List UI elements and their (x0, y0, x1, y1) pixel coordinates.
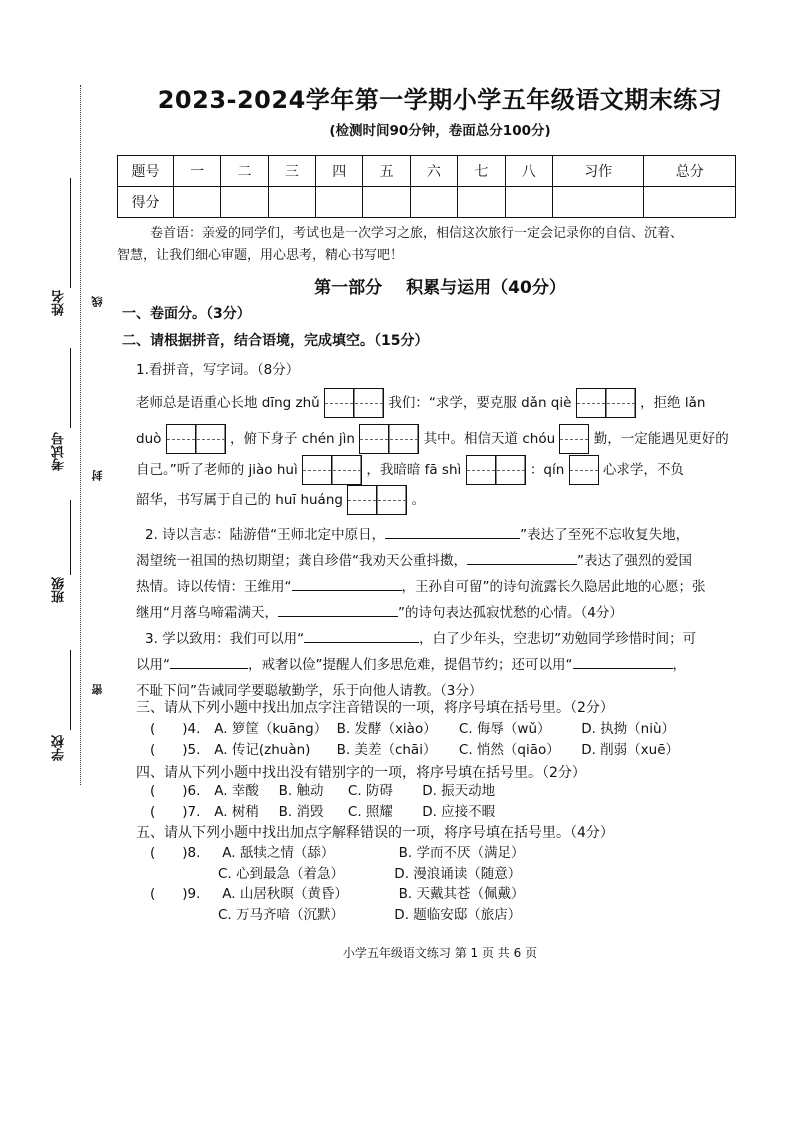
binding-mark-feng: 封 (91, 470, 104, 481)
table-cell: 七 (458, 156, 505, 187)
char-grid-huihuang[interactable] (347, 485, 407, 515)
part-title: 积累与运用（40分） (406, 278, 566, 298)
table-cell: 五 (363, 156, 410, 187)
option-b: B. 天戴其苍（佩戴） (398, 886, 525, 902)
answer-bracket[interactable]: ( )7. (150, 804, 201, 820)
blank-field[interactable] (467, 550, 577, 565)
intro-line-1: 卷首语：亲爱的同学们，考试也是一次学习之旅，相信这次旅行一定会记录你的自信、沉着、 (150, 226, 684, 241)
class-field-line[interactable] (70, 500, 71, 575)
q4-item-7 (150, 800, 495, 824)
pinyin-line-1 (136, 388, 705, 418)
table-cell: 二 (221, 156, 268, 187)
option-d: D. 题临安邸（旅店） (394, 907, 522, 923)
char-grid-chou[interactable] (559, 424, 589, 454)
score-cell[interactable] (268, 187, 315, 218)
text: 我们：“求学，要克服 dǎn qiè (388, 395, 572, 411)
question-5-heading: 五、请从下列小题中找出加点字解释错误的一项，将序号填在括号里。（4分） (136, 825, 614, 841)
text: ”表达了强烈的爱国 (577, 553, 692, 569)
score-cell[interactable] (552, 187, 644, 218)
option-b: B. 学而不厌（满足） (398, 845, 525, 861)
blank-field[interactable] (170, 654, 248, 669)
text: ，拒绝 lǎn (640, 395, 706, 411)
text: 热情。诗以传情：王维用“ (136, 579, 292, 595)
page-footer: 小学五年级语文练习 第 1 页 共 6 页 (342, 946, 538, 960)
text: ”的诗句表达孤寂忧愁的心情。（4分） (398, 605, 623, 621)
blank-field[interactable] (304, 628, 419, 643)
option-b: B. 发酵（xiào） (336, 721, 437, 737)
text: ，我暗暗 fā shì (366, 462, 462, 478)
intro-line-2: 智慧，让我们细心审题，用心思考，精心书写吧！ (117, 248, 404, 263)
option-c: C. 侮辱（wǔ） (458, 721, 551, 737)
score-cell[interactable] (316, 187, 363, 218)
option-d: D. 漫浪诵读（随意） (394, 866, 522, 882)
school-field-line[interactable] (70, 650, 71, 730)
text: 渴望统一祖国的热切期望；龚自珍借“我劝天公重抖擞， (136, 553, 467, 569)
text: 勤，一定能遇见更好的 (593, 431, 729, 447)
binding-mark-mi: 密 (91, 684, 104, 695)
text: ， (672, 657, 686, 673)
char-grid-danqie[interactable] (576, 388, 636, 418)
text: 3. 学以致用：我们可以用“ (145, 631, 305, 647)
option-c: C. 防碍 (347, 783, 393, 799)
part-name: 第一部分 (314, 278, 383, 298)
score-cell[interactable] (174, 187, 221, 218)
label-school: 学校 (52, 735, 67, 761)
table-cell: 习作 (552, 156, 644, 187)
label-exam-number: 考试号 (52, 432, 67, 471)
option-c: C. 照耀 (347, 804, 393, 820)
q3-item-5 (150, 738, 679, 762)
name-field-line[interactable] (70, 178, 71, 288)
text: ，王孙自可留”的诗句流露长久隐居此地的心愿；张 (401, 579, 706, 595)
table-cell: 得分 (118, 187, 174, 218)
answer-bracket[interactable]: ( )9. (150, 886, 201, 902)
table-cell: 四 (316, 156, 363, 187)
option-d: D. 应接不暇 (422, 804, 496, 820)
char-grid-fashi[interactable] (466, 455, 526, 485)
option-b: B. 触动 (278, 783, 324, 799)
score-table-header-row (118, 156, 736, 187)
score-cell[interactable] (221, 187, 268, 218)
char-grid-landuo[interactable] (166, 424, 226, 454)
page-title: 2023-2024学年第一学期小学五年级语文期末练习 (157, 86, 723, 114)
char-grid-qin[interactable] (569, 455, 599, 485)
pinyin-line-4 (136, 485, 425, 515)
option-d: D. 削弱（xuē） (581, 742, 680, 758)
score-cell[interactable] (458, 187, 505, 218)
text: ，戒奢以俭”提醒人们多思危难，提倡节约；还可以用“ (248, 657, 573, 673)
q2-2-line-1 (145, 523, 689, 547)
binding-dotted-line (80, 85, 81, 785)
question-1-heading: 一、卷面分。（3分） (122, 306, 251, 322)
text: 继用“月落乌啼霜满天， (136, 605, 278, 621)
option-c: C. 万马齐喑（沉默） (218, 907, 345, 923)
answer-bracket[interactable]: ( )4. (150, 721, 201, 737)
q2-3-line-2 (136, 653, 686, 677)
binding-mark-xian: 线 (91, 296, 104, 307)
pinyin-line-3 (136, 455, 684, 485)
option-d: D. 振天动地 (422, 783, 496, 799)
option-c: C. 心到最急（着急） (218, 866, 345, 882)
q2-3-line-1 (145, 627, 696, 651)
score-cell[interactable] (363, 187, 410, 218)
blank-field[interactable] (385, 524, 520, 539)
label-class: 班级 (52, 577, 67, 603)
part-heading (150, 273, 730, 298)
table-cell: 六 (410, 156, 457, 187)
question-4-heading: 四、请从下列小题中找出没有错别字的一项，将序号填在括号里。（2分） (136, 765, 586, 781)
option-a: A. 传记(zhuàn) (214, 742, 311, 758)
q2-2-line-2 (136, 549, 692, 573)
char-grid-dingzhu[interactable] (324, 388, 384, 418)
option-b: B. 消毁 (278, 804, 324, 820)
answer-bracket[interactable]: ( )8. (150, 845, 201, 861)
option-a: A. 舐犊之情（舔） (222, 845, 335, 861)
table-cell: 八 (505, 156, 552, 187)
char-grid-chenjin[interactable] (359, 424, 419, 454)
option-a: A. 山居秋暝（黄昏） (222, 886, 348, 902)
score-cell[interactable] (505, 187, 552, 218)
text: 老师总是语重心长地 dīng zhǔ (136, 395, 320, 411)
pinyin-line-2 (136, 424, 729, 454)
text: 不耻下问”告诫同学要聪敏勤学，乐于向他人请教。（3分） (136, 683, 483, 699)
score-table (117, 155, 736, 218)
text: 心求学，不负 (602, 462, 684, 478)
label-name: 姓名 (52, 290, 67, 316)
table-cell: 一 (174, 156, 221, 187)
text: duò (136, 431, 162, 447)
option-d: D. 执拗（niù） (581, 721, 676, 737)
blank-field[interactable] (573, 654, 673, 669)
answer-bracket[interactable]: ( )5. (150, 742, 201, 758)
answer-bracket[interactable]: ( )6. (150, 783, 201, 799)
blank-field[interactable] (292, 576, 402, 591)
option-a: A. 幸酸 (214, 783, 259, 799)
text: ：qín (529, 462, 565, 478)
text: ，俯下身子 chén jìn (229, 431, 355, 447)
option-a: A. 树稍 (214, 804, 259, 820)
option-b: B. 美差（chāi） (336, 742, 437, 758)
text: ，白了少年头，空悲切”劝勉同学珍惜时间；可 (419, 631, 697, 647)
q2-2-line-3 (136, 575, 706, 599)
q5-item-9-row-2 (218, 903, 521, 927)
text: 韶华，书写属于自己的 huī huáng (136, 492, 343, 508)
option-a: A. 箩筐（kuāng） (214, 721, 328, 737)
score-table-score-row (118, 187, 736, 218)
score-cell[interactable] (644, 187, 736, 218)
option-c: C. 悄然（qiāo） (458, 742, 560, 758)
score-cell[interactable] (410, 187, 457, 218)
text: 。 (411, 492, 426, 508)
text: 以用“ (136, 657, 170, 673)
question-2-1-heading: 1.看拼音，写字词。（8分） (136, 362, 300, 378)
question-3-heading: 三、请从下列小题中找出加点字注音错误的一项，将序号填在括号里。（2分） (136, 700, 614, 716)
table-cell: 总分 (644, 156, 736, 187)
text: 自己。”听了老师的 jiào huì (136, 462, 298, 478)
text: 2. 诗以言志：陆游借“王师北定中原日， (145, 527, 386, 543)
q2-2-line-4 (136, 601, 623, 625)
char-grid-jiaohui[interactable] (302, 455, 362, 485)
text: 其中。相信天道 chóu (423, 431, 556, 447)
text: ”表达了至死不忘收复失地， (520, 527, 690, 543)
exam-number-field-line[interactable] (70, 348, 71, 428)
question-2-heading: 二、请根据拼音，结合语境，完成填空。（15分） (122, 333, 429, 349)
table-cell: 三 (268, 156, 315, 187)
table-cell: 题号 (118, 156, 174, 187)
page-subtitle: (检测时间90分钟，卷面总分100分) (329, 123, 551, 139)
blank-field[interactable] (278, 602, 398, 617)
